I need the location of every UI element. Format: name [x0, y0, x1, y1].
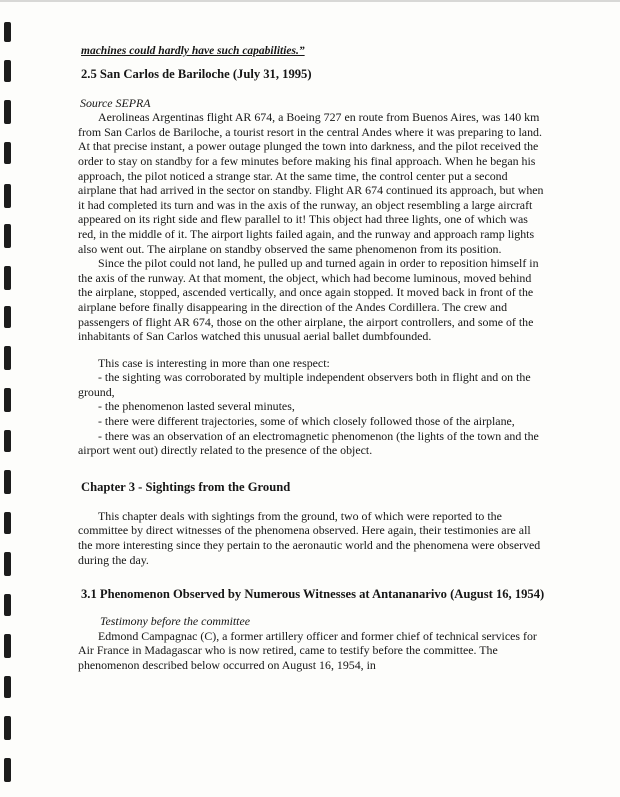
binder-hole	[4, 594, 11, 616]
binder-hole	[4, 388, 11, 412]
paragraph: Since the pilot could not land, he pulled up and turned again in order to reposition himself in the axis of the runway. At that moment, the object, which had become luminous, moved behind the airplane, stopped, ascended vertically, and once again stopped. It moved back in front of the airplane before finally disappearing in the direction of the Andes Cordillera. The crew and passengers of flight AR 674, those on the other airplane, the airport controllers, and some of the inhabitants of San Carlos watched this unusual aerial ballet dumbfounded.	[78, 256, 539, 344]
binder-hole	[4, 60, 11, 82]
binder-hole	[4, 224, 11, 248]
binder-hole	[4, 716, 11, 740]
list-item: - the sighting was corroborated by multiple independent observers both in flight and on the ground,	[78, 370, 531, 399]
observation-list	[78, 370, 546, 458]
binder-hole	[4, 552, 11, 576]
binder-hole	[4, 758, 11, 782]
list-item: - there were different trajectories, some of which closely followed those of the airplane,	[98, 414, 515, 429]
binder-hole	[4, 676, 11, 698]
binder-hole	[4, 306, 11, 328]
binder-hole	[4, 430, 11, 452]
binder-hole	[4, 634, 11, 658]
paragraph: Aerolineas Argentinas flight AR 674, a Boeing 727 en route from Buenos Aires, was 140 km from San Carlos de Bariloche, a tourist resort in the central Andes where it was preparing to land.	[78, 110, 542, 139]
binder-hole	[4, 184, 11, 208]
paragraph: This case is interesting in more than one respect:	[98, 355, 330, 370]
binder-hole	[4, 470, 11, 494]
binder-hole	[4, 266, 11, 290]
section-heading-2-5: 2.5 San Carlos de Bariloche (July 31, 1995)	[81, 66, 312, 81]
list-item: - the phenomenon lasted several minutes,	[98, 399, 295, 414]
binder-hole	[4, 512, 11, 534]
binder-hole	[4, 346, 11, 370]
list-item: - there was an observation of an electromagnetic phenomenon (the lights of the town and the airport went out) directly related to the presence of the object.	[78, 428, 539, 458]
binder-hole	[4, 100, 11, 124]
chapter-heading-3: Chapter 3 - Sightings from the Ground	[81, 479, 291, 494]
source-line: Source SEPRA	[80, 95, 151, 110]
paragraph: Edmond Campagnac (C), a former artillery officer and former chief of technical services for Air France in Madagascar who is now retired, came to testify before the committee. The phenomenon described below occurred on August 16, 1954, in	[78, 628, 537, 672]
binder-hole	[4, 22, 11, 42]
document-page	[78, 44, 546, 673]
source-line: Testimony before the committee	[100, 614, 251, 629]
binder-hole	[4, 142, 11, 164]
section-heading-3-1: 3.1 Phenomenon Observed by Numerous Witnesses at Antananarivo (August 16, 1954)	[81, 587, 545, 602]
paragraph: At that precise instant, a power outage plunged the town into darkness, and the pilot received the order to stay on standby for a few minutes before making his final approach. When he began his approach, the pilot noticed a strange star. At the same time, the control center put a second airplane that had arrived in the sector on standby. Flight AR 674 continued its approach, but when it had completed its turn and was in the axis of the runway, an object resembling a large aircraft appeared on its right side and flew parallel to it! This object had three lights, one of which was red, in the middle of it. The airport lights failed again, and the runway and approach ramp lights also went out. The airplane on standby observed the same phenomenon from its position.	[78, 139, 544, 256]
carry-over-text: machines could hardly have such capabilities.”	[81, 45, 305, 57]
paragraph: This chapter deals with sightings from the ground, two of which were reported to the committee by direct witnesses of the phenomena observed. Here again, their testimonies are all the more interesting since they pertain to the aeronautic world and the phenomena were observed during the day.	[78, 508, 541, 567]
page-top-edge	[0, 0, 620, 2]
